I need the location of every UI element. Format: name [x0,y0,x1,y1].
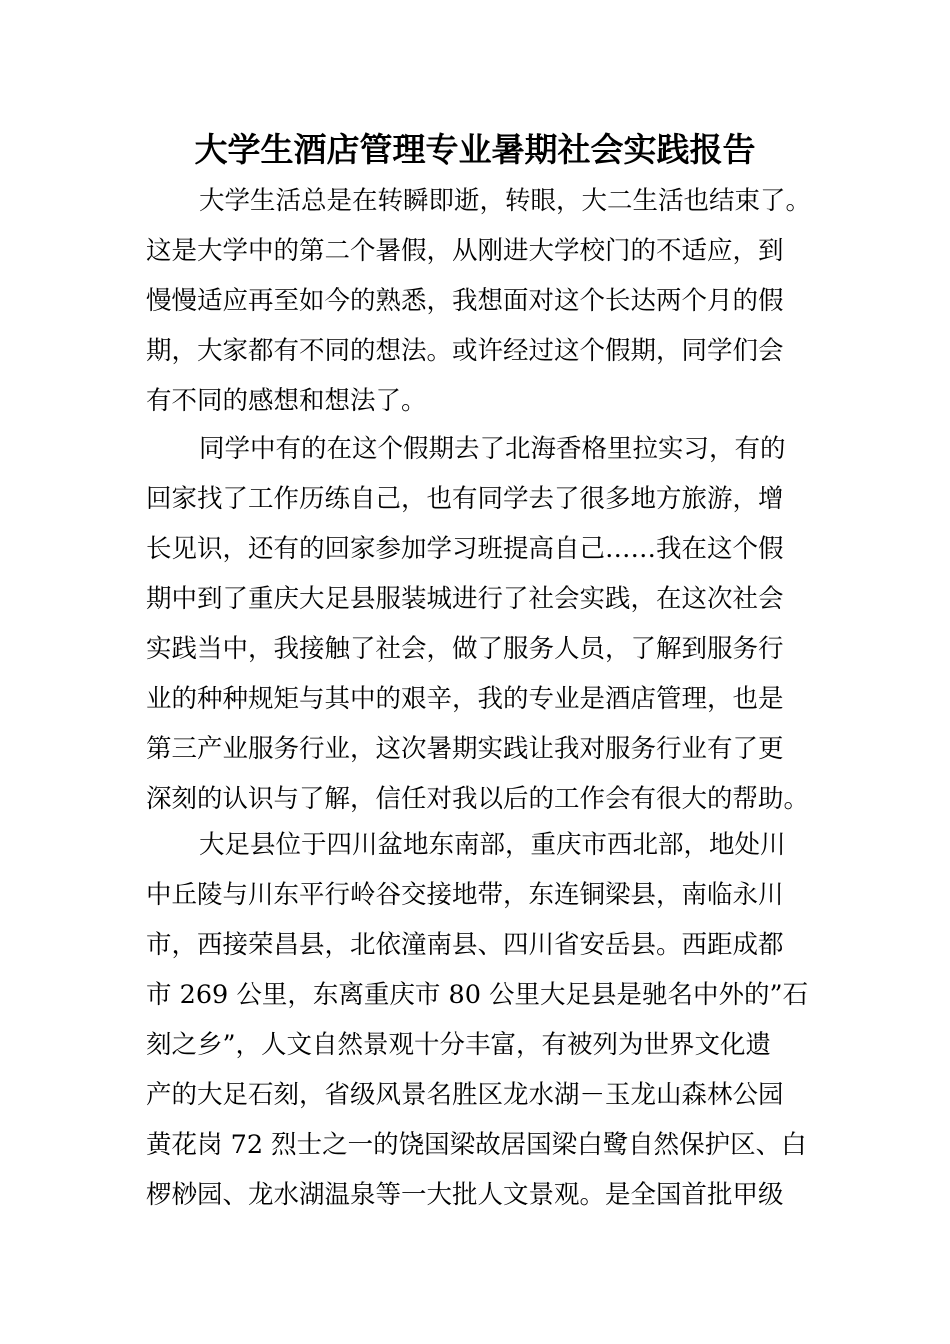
text-line: 深刻的认识与了解，信任对我以后的工作会有很大的帮助。 [146,784,810,814]
text-line: 黄花岗 72 烈士之一的饶国梁故居国梁白鹭自然保护区、白 [146,1130,807,1160]
paragraph-2 [146,424,810,824]
text-line: 有不同的感想和想法了。 [146,386,427,416]
text-line: 产的大足石刻，省级风景名胜区龙水湖－玉龙山森林公园 [146,1080,784,1110]
text-line: 期，大家都有不同的想法。或许经过这个假期，同学们会 [146,336,784,366]
text-line: 同学中有的在这个假期去了北海香格里拉实习，有的 [199,434,786,464]
text-line: 业的种种规矩与其中的艰辛，我的专业是酒店管理，也是 [146,684,784,714]
text-line: 第三产业服务行业，这次暑期实践让我对服务行业有了更 [146,734,784,764]
text-line: 刻之乡”，人文自然景观十分丰富，有被列为世界文化遗 [146,1030,772,1060]
text-line: 期中到了重庆大足县服装城进行了社会实践，在这次社会 [146,584,784,614]
text-line: 椤桫园、龙水湖温泉等一大批人文景观。是全国首批甲级 [146,1180,784,1210]
text-line: 这是大学中的第二个暑假，从刚进大学校门的不适应，到 [146,236,784,266]
text-line: 市 269 公里，东离重庆市 80 公里大足县是驰名中外的”石 [146,980,809,1010]
text-line: 大足县位于四川盆地东南部，重庆市西北部，地处川 [199,830,786,860]
text-line: 慢慢适应再至如今的熟悉，我想面对这个长达两个月的假 [146,286,784,316]
paragraph-1 [146,176,810,426]
text-line: 长见识，还有的回家参加学习班提高自己……我在这个假 [146,534,784,564]
paragraph-3 [146,820,810,1220]
text-line: 回家找了工作历练自己，也有同学去了很多地方旅游，增 [146,484,784,514]
text-line: 中丘陵与川东平行岭谷交接地带，东连铜梁县，南临永川 [146,880,784,910]
text-line: 大学生活总是在转瞬即逝，转眼，大二生活也结束了。 [199,186,812,216]
text-line: 实践当中，我接触了社会，做了服务人员，了解到服务行 [146,634,784,664]
document-title: 大学生酒店管理专业暑期社会实践报告 [194,130,756,169]
text-line: 市，西接荣昌县，北依潼南县、四川省安岳县。西距成都 [146,930,784,960]
